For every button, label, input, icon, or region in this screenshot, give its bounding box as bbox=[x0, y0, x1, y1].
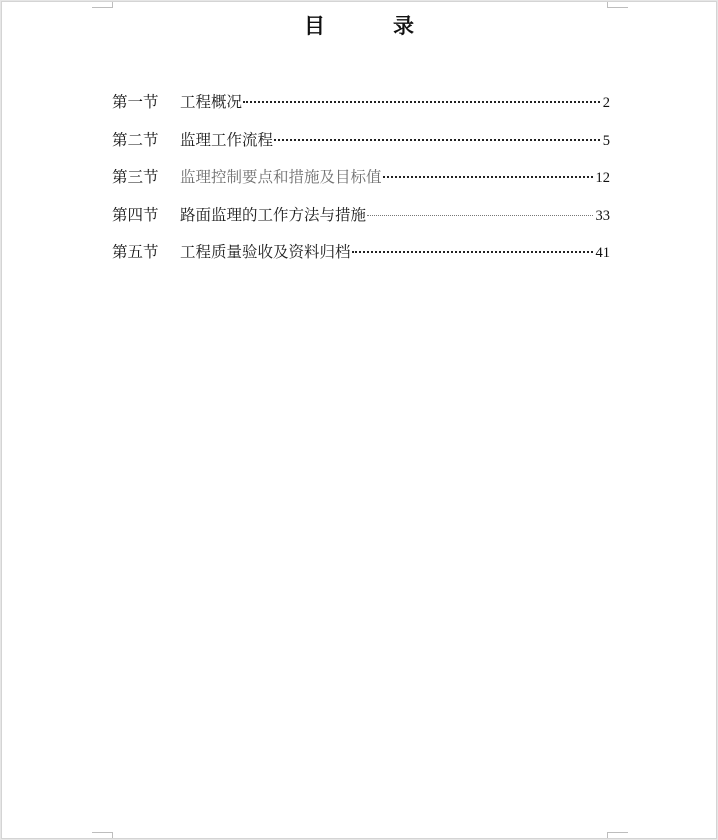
toc-entry-number: 第五节 bbox=[112, 243, 159, 261]
toc-entry-page: 33 bbox=[595, 207, 610, 224]
toc-list bbox=[112, 90, 610, 278]
toc-entry[interactable] bbox=[112, 240, 610, 278]
margin-mark-top-right bbox=[607, 2, 628, 8]
toc-entry[interactable] bbox=[112, 165, 610, 203]
dot-leader bbox=[383, 176, 593, 178]
toc-heading-char-2: 录 bbox=[393, 14, 414, 38]
toc-entry-page: 2 bbox=[602, 95, 610, 111]
margin-mark-top-left bbox=[92, 2, 113, 8]
toc-heading-char-1: 目 bbox=[304, 14, 325, 38]
toc-entry-title: 工程概况 bbox=[180, 93, 243, 111]
toc-entry-title: 监理控制要点和措施及目标值 bbox=[180, 168, 382, 186]
toc-entry[interactable] bbox=[112, 203, 610, 241]
toc-entry-number: 第一节 bbox=[112, 93, 159, 111]
toc-entry-title: 路面监理的工作方法与措施 bbox=[180, 205, 367, 224]
margin-mark-bottom-right bbox=[607, 832, 628, 838]
toc-entry-page: 12 bbox=[595, 170, 610, 186]
dot-leader bbox=[367, 215, 592, 216]
toc-entry-number: 第四节 bbox=[112, 205, 159, 224]
margin-mark-bottom-left bbox=[92, 832, 113, 838]
toc-entry-page: 5 bbox=[602, 132, 610, 149]
toc-entry[interactable] bbox=[112, 128, 610, 166]
toc-entry-number: 第三节 bbox=[112, 168, 159, 186]
toc-entry-number: 第二节 bbox=[112, 130, 159, 149]
document-page bbox=[1, 1, 717, 839]
toc-entry-title: 监理工作流程 bbox=[180, 130, 274, 149]
dot-leader bbox=[243, 101, 600, 103]
dot-leader bbox=[274, 139, 600, 141]
toc-entry-title: 工程质量验收及资料归档 bbox=[180, 243, 351, 261]
dot-leader bbox=[352, 251, 593, 253]
toc-heading bbox=[2, 10, 716, 40]
toc-entry-page: 41 bbox=[595, 245, 610, 261]
toc-entry[interactable] bbox=[112, 90, 610, 128]
